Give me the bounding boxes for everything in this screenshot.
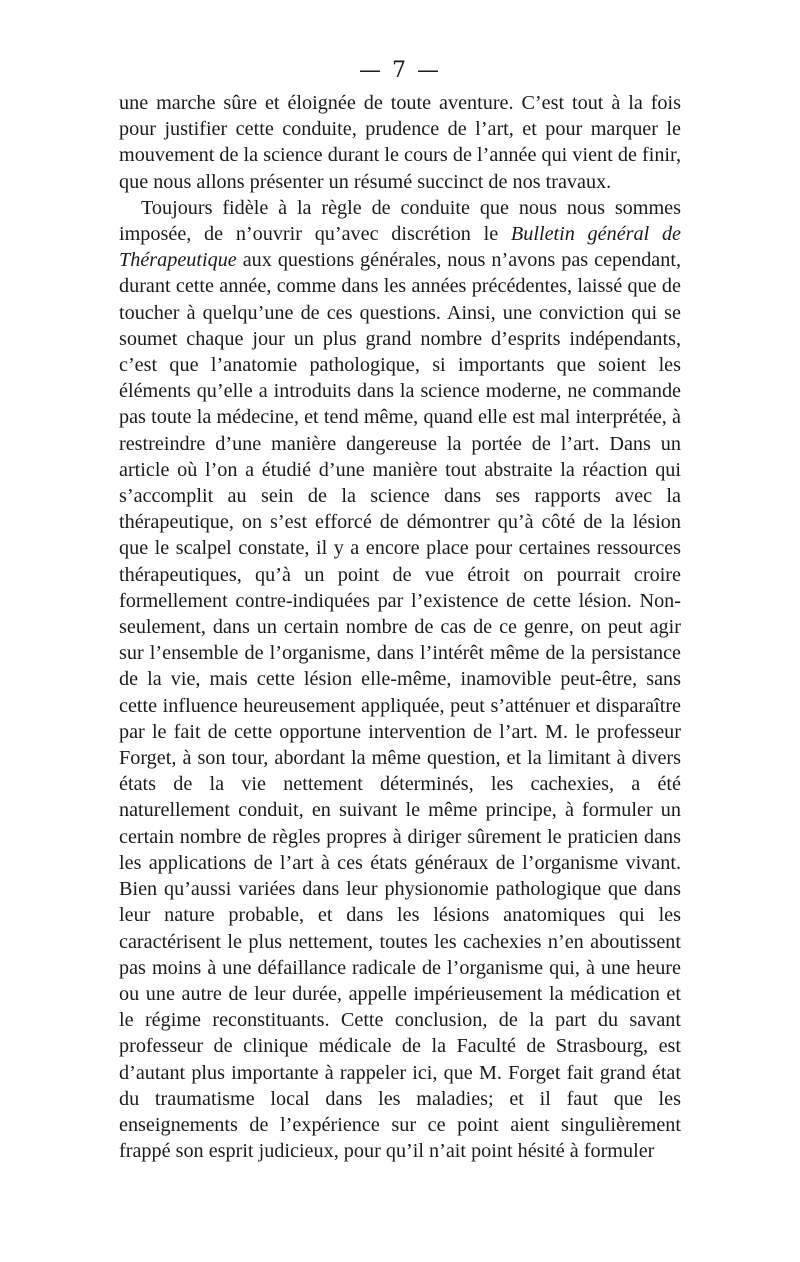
paragraph-2-body: aux questions générales, nous n’avons pas cependant, durant cette année, comme dans les années précédentes, laissé que de toucher à quelqu’une de ces questions. Ainsi, une conviction qui se soumet chaque jour un plus grand nombre d’esprits indépendants, c’est que l’anatomie pathologique, si importants que soient les éléments qu’elle a introduits dans la science moderne, ne commande pas toute la médecine, et tend même, quand elle est mal interprétée, à restreindre d’une manière dangereuse la portée de l’art. Dans un article où l’on a étudié d’une manière tout abstraite la réaction qui s’accomplit au sein de la science dans ses rapports avec la thérapeutique, on s’est efforcé de démontrer qu’à côté de la lésion que le scalpel constate, il y a encore place pour certaines ressources thérapeutiques, qu’à un point de vue étroit on pourrait croire formellement contre-indiquées par l’existence de cette lésion. Non-seulement, dans un certain nombre de cas de ce genre, on peut agir sur l’ensemble de l’organisme, dans l’intérêt même de la persistance de la vie, mais cette lésion elle-même, inamovible peut-être, sans cette influence heureusement appliquée, peut s’atténuer et disparaître par le fait de cette opportune intervention de l’art. M. le professeur Forget, à son tour, abordant la même question, et la limitant à divers états de la vie nettement déterminés, les cachexies, a été naturellement conduit, en suivant le même principe, à formuler un certain nombre de règles propres à diriger sûrement le praticien dans les applications de l’art à ces états généraux de l’organisme vivant. Bien qu’aussi variées dans leur physionomie pathologique que dans leur nature probable, et dans les lésions anatomiques qui les caractérisent le plus nettement, toutes les cachexies n’en aboutissent pas moins à une défaillance radicale de l’organisme qui, à une heure ou une autre de leur durée, appelle impérieusement la médication et le régime reconstituants. Cette conclusion, de la part du savant professeur de clinique médicale de la Faculté de Strasbourg, est d’autant plus importante à rappeler ici, que M. Forget fait grand état du traumatisme local dans les maladies; et il faut que les enseignements de l’expérience sur ce point aient singulièrement frappé son esprit judicieux, pour qu’il n’ait point hésité à formuler [119, 249, 681, 1163]
body-text [119, 90, 681, 1164]
paragraph-2 [119, 195, 681, 1165]
paragraph-2-lead: Toujours fidèle à la règle de conduite que nous nous sommes imposée, de n’ouvrir qu’avec discrétion le [119, 196, 681, 246]
page-number: — 7 — [359, 58, 441, 83]
paragraph-1: une marche sûre et éloignée de toute aventure. C’est tout à la fois pour justifier cette conduite, prudence de l’art, et pour marquer le mouvement de la science durant le cours de l’année qui vient de finir, que nous allons présenter un résumé succinct de nos travaux. [119, 92, 681, 193]
journal-title: Bulletin général de Thérapeutique [119, 223, 681, 272]
